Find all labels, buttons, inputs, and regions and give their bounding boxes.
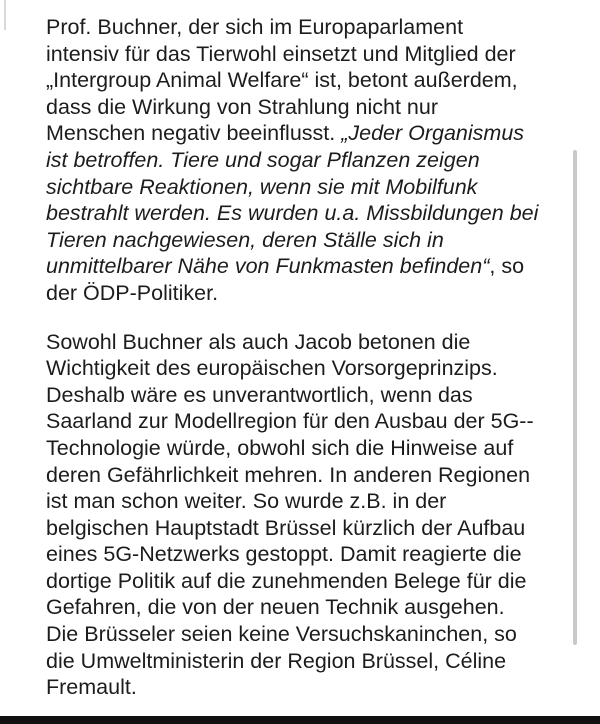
scrollbar[interactable] xyxy=(573,150,577,645)
italic-quote: „Jeder Organismus ist betroffen. Tiere und sogar Pflanzen zeigen sichtbare Reaktionen, wenn sie mit Mobilfunk bestrahlt werden. Es wurden u.a. Missbildungen bei Tieren nachgewiesen, deren Ställe sich in unmittelbarer Nähe von Funkmasten befinden“ xyxy=(46,121,539,279)
article-text xyxy=(46,14,576,701)
paragraph-precautionary-principle: Sowohl Buchner als auch Jacob betonen die Wichtigkeit des europäischen Vorsorgeprinzips. Deshalb wäre es unverantwortlich, wenn das Saarland zur Modellregion für den Ausbau der 5G-- Technologie würde, obwohl sich die Hinweise auf deren Gefährlichkeit mehren. In anderen Regionen ist man schon weiter. So wurde z.B. in der belgischen Hauptstadt Brüssel kürzlich der Aufbau eines 5G-Netzwerks gestoppt. Damit reagierte die dortige Politik auf die zunehmenden Belege für die Gefahren, die von der neuen Technik ausgehen. Die Brüsseler seien keine Versuchskaninchen, so die Umweltministerin der Region Brüssel, Céline Fremault. xyxy=(46,329,534,700)
paragraph-buchner-quote xyxy=(46,14,576,307)
paragraph-intro-text: Prof. Buchner, der sich im Europaparlament intensiv für das Tierwohl einsetzt und Mitglied der „Intergroup Animal Welfare“ ist, betont außerdem, dass die Wirkung von Strahlung nicht nur Menschen negativ beeinflusst. xyxy=(46,15,518,146)
bottom-system-bar xyxy=(0,716,600,724)
left-edge-divider xyxy=(4,0,6,30)
paragraph-attribution-text: , so der ÖDP-Politiker. xyxy=(46,254,525,305)
